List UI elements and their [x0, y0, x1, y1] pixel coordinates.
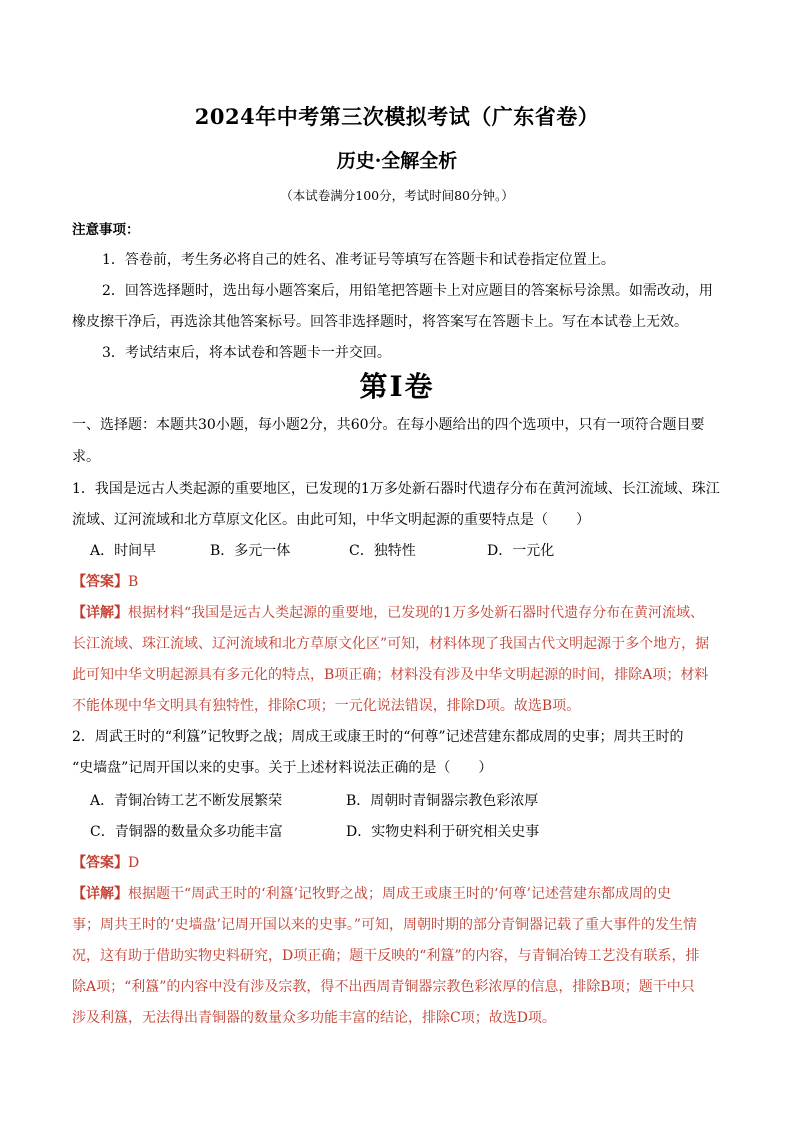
question-2-option-c: C．青铜器的数量众多功能丰富 — [90, 824, 283, 840]
exam-title: 2024年中考第三次模拟考试（广东省卷） — [194, 104, 600, 129]
question-2-option-a: A．青铜冶铸工艺不断发展繁荣 — [90, 793, 283, 809]
answer-value: B — [128, 574, 139, 590]
question-1-stem-line-1: 1．我国是远古人类起源的重要地区，已发现的1万多处新石器时代遗存分布在黄河流域、长江流域、珠江 — [72, 481, 720, 497]
question-1-detail-line-1 — [72, 602, 704, 622]
notice-item-3: 3．考试结束后，将本试卷和答题卡一并交回。 — [102, 345, 391, 361]
notice-item-1: 1．答卷前，考生务必将自己的姓名、准考证号等填写在答题卡和试卷指定位置上。 — [102, 252, 615, 268]
question-2-detail-line-5: 涉及利簋，无法得出青铜器的数量众多功能丰富的结论，排除C项；故选D项。 — [72, 1010, 556, 1026]
question-1-option-a: A．时间早 — [90, 543, 157, 559]
question-2-detail-line-4: 除A项；“利簋”的内容中没有涉及宗教，得不出西周青铜器宗教色彩浓厚的信息，排除B项；题干中只 — [72, 979, 695, 995]
question-1-detail-line-3: 此可知中华文明起源具有多元化的特点，B项正确；材料没有涉及中华文明起源的时间，排除A项；材料 — [72, 667, 709, 683]
answer-value: D — [128, 855, 140, 871]
exam-note: （本试卷满分100分，考试时间80分钟。） — [280, 188, 514, 203]
detail-tag: 【详解】 — [72, 886, 128, 902]
section-intro-line-2: 求。 — [72, 449, 100, 465]
detail-text: 根据题干“周武王时的‘利簋’记牧野之战；周成王或康王时的‘何尊’记述营建东都成周的史 — [128, 886, 671, 902]
question-2-stem-line-2: “史墙盘”记周开国以来的史事。关于上述材料说法正确的是（ ） — [72, 760, 493, 776]
detail-tag: 【详解】 — [72, 605, 128, 621]
question-2-detail-line-2: 事；周共王时的‘史墙盘’记周开国以来的史事。”可知，周朝时期的部分青铜器记载了重大事件的发生情 — [72, 917, 698, 933]
question-1-answer — [72, 571, 138, 591]
question-1-stem-line-2: 流域、辽河流域和北方草原文化区。由此可知，中华文明起源的重要特点是（ ） — [72, 512, 590, 528]
question-2-detail-line-1 — [72, 883, 671, 903]
question-2-stem-line-1: 2．周武王时的“利簋”记牧野之战；周成王或康王时的“何尊”记述营建东都成周的史事；周共王时的 — [72, 729, 684, 745]
question-1-detail-line-2: 长江流域、珠江流域、辽河流域和北方草原文化区”可知，材料体现了我国古代文明起源于多个地方，据 — [72, 636, 710, 652]
question-2-answer — [72, 852, 139, 872]
question-2-option-d: D．实物史料利于研究相关史事 — [346, 824, 540, 840]
notice-item-2: 2．回答选择题时，选出每小题答案后，用铅笔把答题卡上对应题目的答案标号涂黑。如需改动，用 — [102, 283, 713, 299]
question-2-option-b: B．周朝时青铜器宗教色彩浓厚 — [346, 793, 539, 809]
question-1-option-d: D．一元化 — [487, 543, 555, 559]
section-title: 第Ⅰ卷 — [359, 370, 435, 403]
answer-tag: 【答案】 — [72, 574, 128, 590]
detail-text: 根据材料“我国是远古人类起源的重要地，已发现的1万多处新石器时代遗存分布在黄河流域、 — [128, 605, 705, 621]
notice-item-2-cont: 橡皮擦干净后，再选涂其他答案标号。回答非选择题时，将答案写在答题卡上。写在本试卷上无效。 — [72, 314, 688, 330]
answer-tag: 【答案】 — [72, 855, 128, 871]
question-2-detail-line-3: 况，这有助于借助实物史料研究，D项正确；题干反映的“利簋”的内容，与青铜冶铸工艺没有联系，排 — [72, 948, 700, 964]
exam-subtitle: 历史·全解全析 — [336, 150, 458, 172]
question-1-detail-line-4: 不能体现中华文明具有独特性，排除C项；一元化说法错误，排除D项。故选B项。 — [72, 698, 581, 714]
notice-heading: 注意事项： — [72, 222, 140, 238]
question-1-option-c: C．独特性 — [349, 543, 416, 559]
question-1-option-b: B．多元一体 — [210, 543, 291, 559]
section-intro-line-1: 一、选择题：本题共30小题，每小题2分，共60分。在每小题给出的四个选项中，只有一项符合题目要 — [72, 417, 705, 433]
